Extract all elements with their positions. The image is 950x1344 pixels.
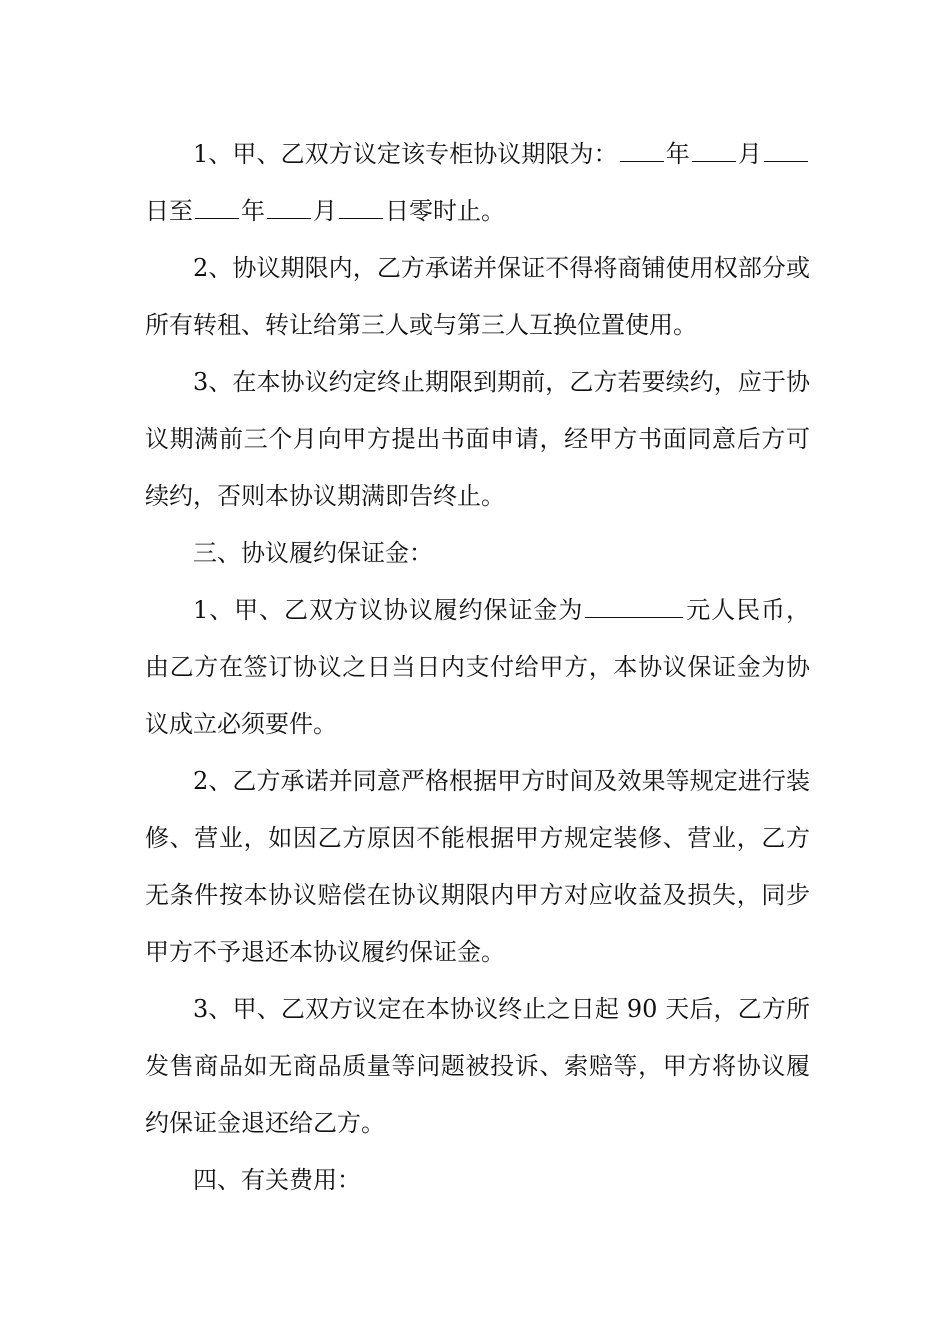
paragraph-text: 月 — [313, 197, 337, 225]
paragraph-text: 1、甲、乙双方议协议履约保证金为 — [193, 596, 584, 624]
fill-in-blank — [585, 599, 683, 618]
fill-in-blank — [339, 200, 383, 219]
document-page — [145, 126, 810, 1209]
paragraph-deposit-3 — [145, 981, 810, 1152]
paragraph-term-3 — [145, 354, 810, 525]
paragraph-text: 四、有关费用： — [193, 1166, 361, 1194]
paragraph-text: 3、在本协议约定终止期限到期前，乙方若要续约，应于协议期满前三个月向甲方提出书面申请，经甲方书面同意后方可续约，否则本协议期满即告终止。 — [145, 368, 810, 510]
paragraph-text: 日至 — [145, 197, 193, 225]
paragraph-text: 三、协议履约保证金： — [193, 539, 433, 567]
paragraph-text: 年 — [241, 197, 265, 225]
paragraph-text: 日零时止。 — [385, 197, 505, 225]
paragraph-text: 3、甲、乙双方议定在本协议终止之日起 90 天后，乙方所发售商品如无商品质量等问题被投诉、索赔等，甲方将协议履约保证金退还给乙方。 — [145, 995, 810, 1137]
paragraph-section-4-heading — [145, 1152, 810, 1209]
paragraph-term-1 — [145, 126, 810, 240]
fill-in-blank — [620, 143, 664, 162]
paragraph-deposit-1 — [145, 582, 810, 753]
fill-in-blank — [764, 143, 808, 162]
paragraph-term-2 — [145, 240, 810, 354]
paragraph-section-3-heading — [145, 525, 810, 582]
fill-in-blank — [195, 200, 239, 219]
paragraph-text: 元人民币，由乙方在签订协议之日当日内支付给甲方，本协议保证金为协议成立必须要件。 — [145, 596, 810, 738]
fill-in-blank — [692, 143, 736, 162]
paragraph-text: 2、协议期限内，乙方承诺并保证不得将商铺使用权部分或所有转租、转让给第三人或与第三人互换位置使用。 — [145, 254, 810, 339]
paragraph-deposit-2 — [145, 753, 810, 981]
fill-in-blank — [267, 200, 311, 219]
paragraph-text: 年 — [665, 140, 690, 168]
paragraph-text: 2、乙方承诺并同意严格根据甲方时间及效果等规定进行装修、营业，如因乙方原因不能根据甲方规定装修、营业，乙方无条件按本协议赔偿在协议期限内甲方对应收益及损失，同步甲方不予退还本协议履约保证金。 — [145, 767, 810, 966]
paragraph-text: 1、甲、乙双方议定该专柜协议期限为： — [193, 140, 618, 168]
paragraph-text: 月 — [737, 140, 762, 168]
